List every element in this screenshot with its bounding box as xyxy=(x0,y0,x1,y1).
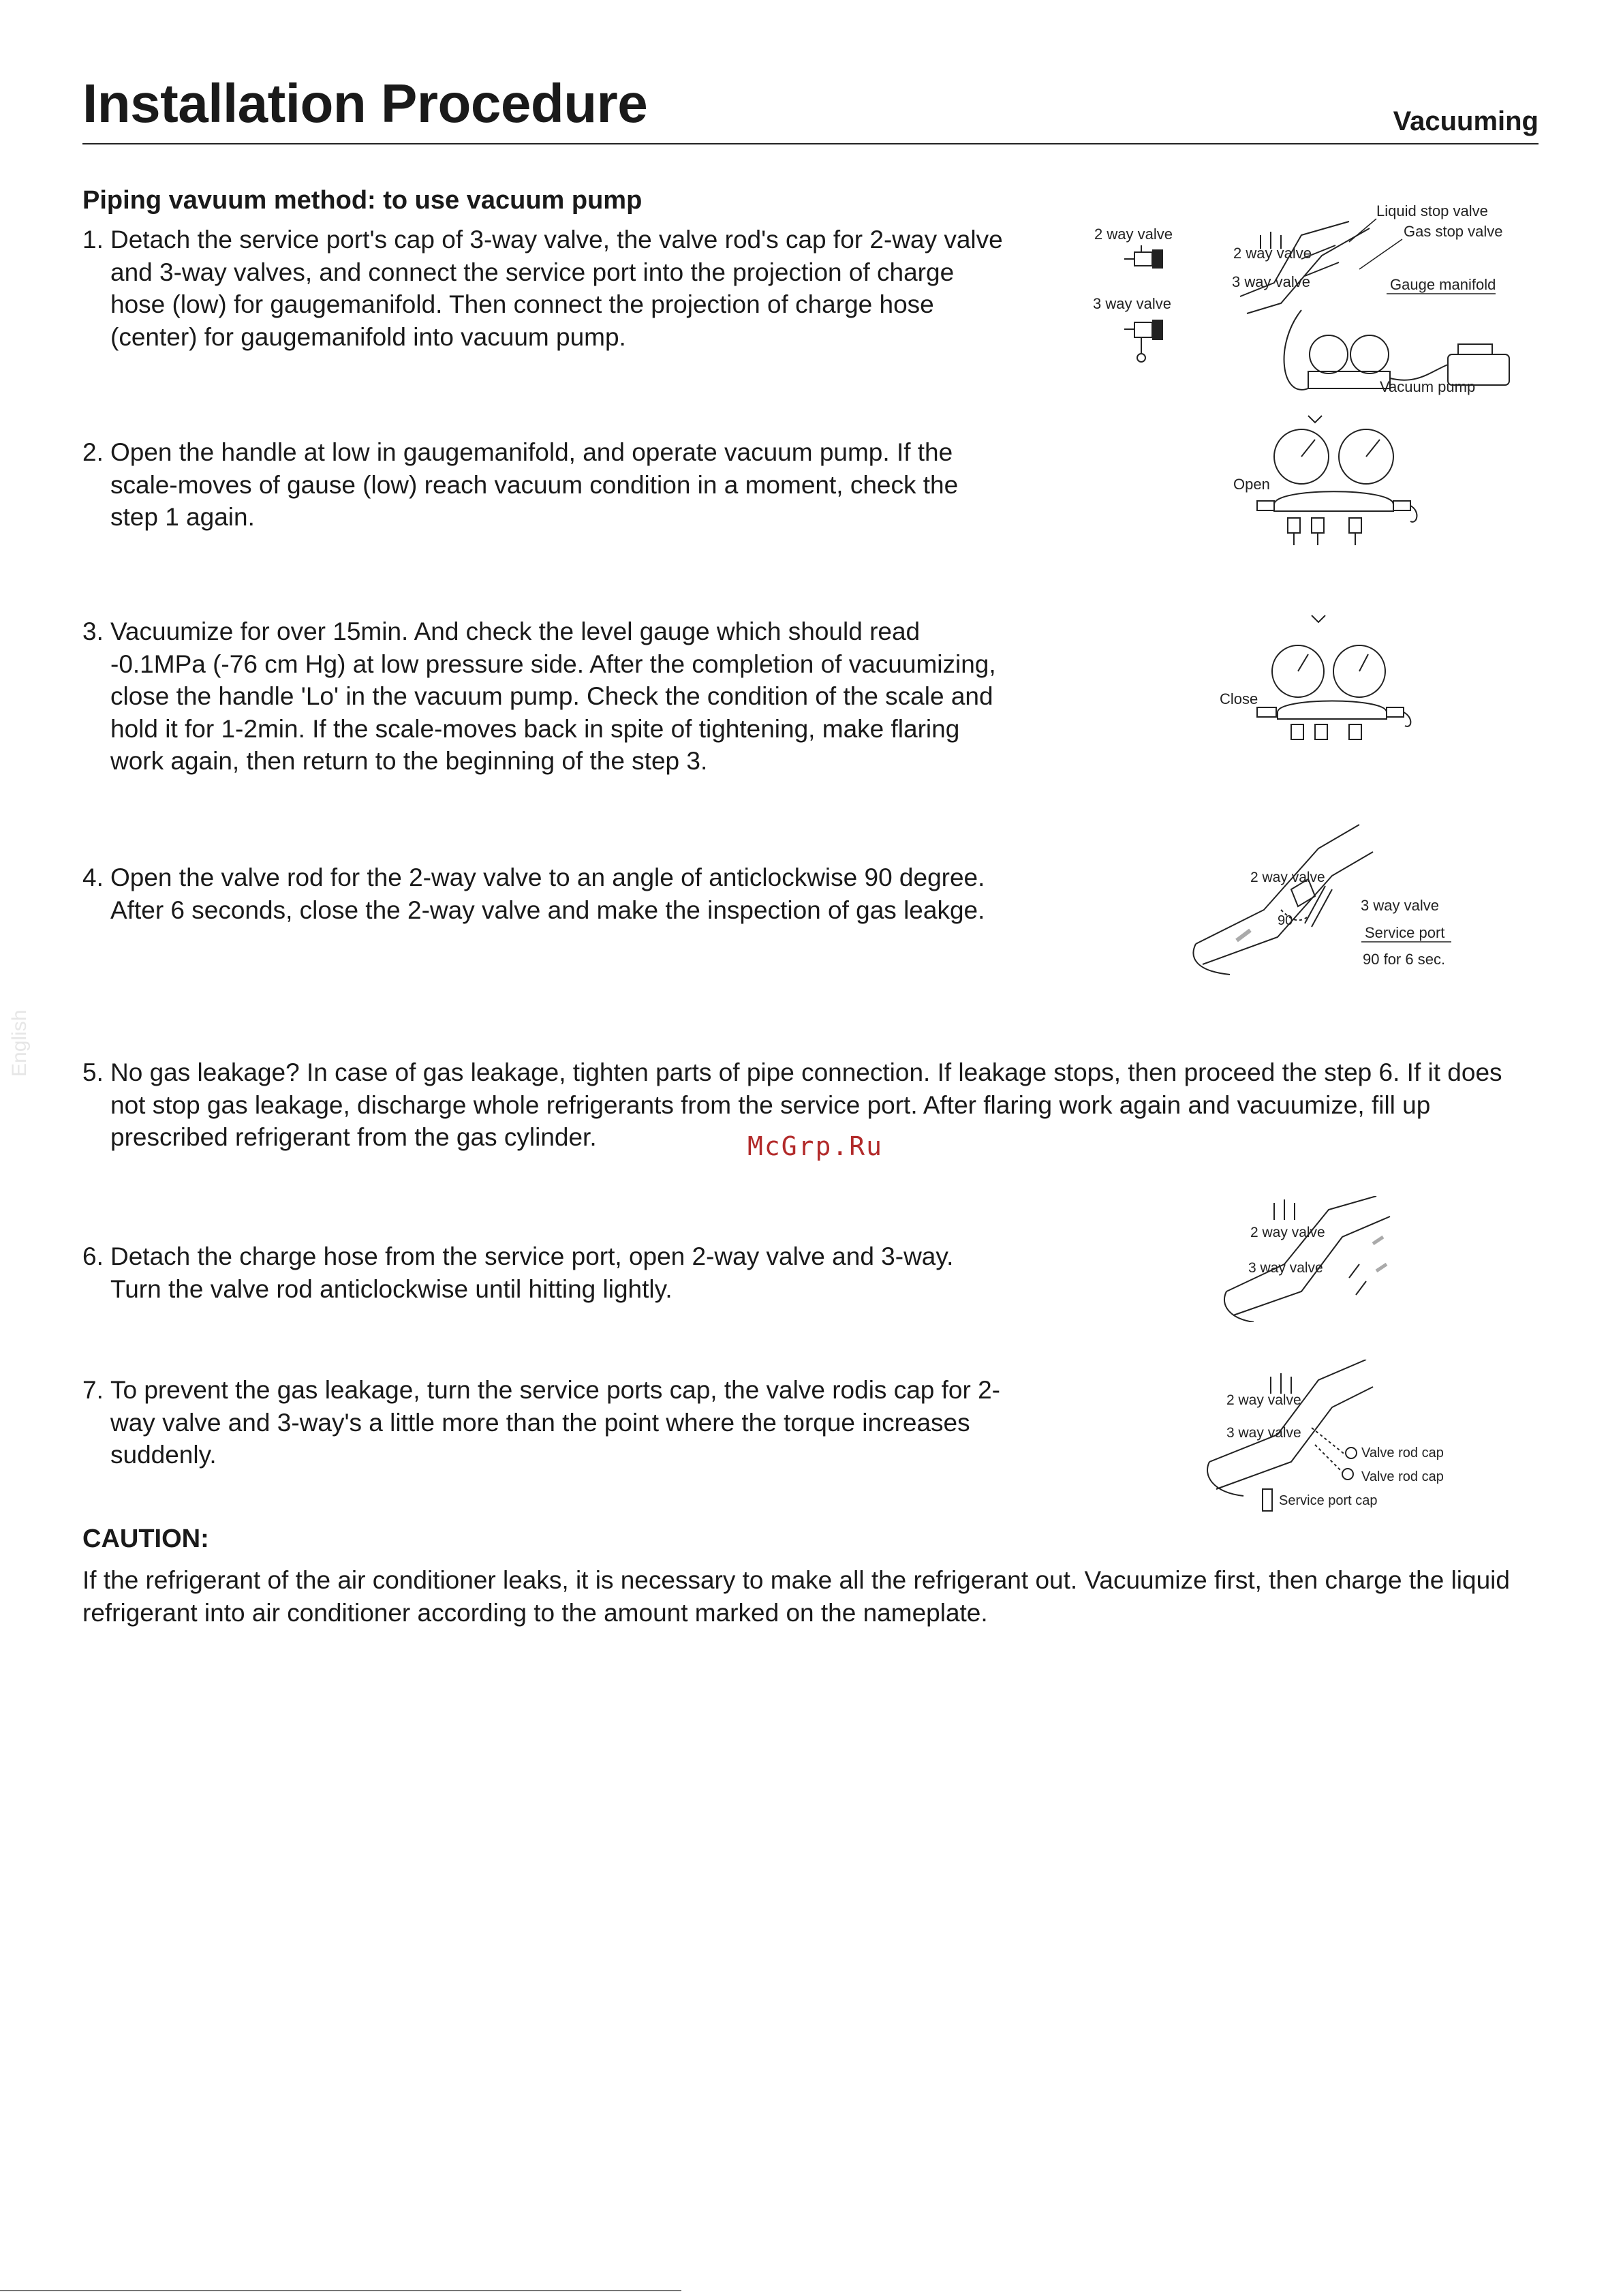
watermark: McGrp.Ru xyxy=(747,1131,884,1161)
step-number: 1. xyxy=(82,226,104,254)
label-2-way-valve-b: 2 way valve xyxy=(1233,245,1312,262)
label-valve-rod-cap-2: Valve rod cap xyxy=(1361,1469,1444,1484)
header-divider xyxy=(82,143,1539,144)
label-vacuum-pump: Vacuum pump xyxy=(1380,378,1476,395)
label-gas-stop-valve: Gas stop valve xyxy=(1404,223,1503,240)
valve-3-way-icon xyxy=(1124,320,1162,362)
step-text: Detach the charge hose from the service port, open 2-way valve and 3-way. Turn the valve rod anticlockwise until hitting lightly. xyxy=(110,1242,954,1303)
step-text: Vacuumize for over 15min. And check the level gauge which should read -0.1MPa (-76 cm Hg) at low pressure side. After the completion of vacuumizing, close the handle 'Lo' in the vacuum pump. Check the condition of the scale and hold it for 1-2min. If the scale-moves back in spite of tightening, make flaring work again, then return to the beginning of the step 3. xyxy=(110,617,996,775)
page-title: Installation Procedure xyxy=(82,73,648,134)
label-3-way-valve: 3 way valve xyxy=(1361,897,1439,914)
step-number: 6. xyxy=(82,1242,104,1270)
label-2-way-valve: 2 way valve xyxy=(1250,870,1325,885)
manifold-open-drawing xyxy=(1257,416,1417,545)
label-angle: 90 xyxy=(1278,913,1293,928)
figure-open-valves xyxy=(1220,1196,1417,1322)
step-text: Open the handle at low in gaugemanifold, and operate vacuum pump. If the scale-moves of gause (low) reach vacuum condition in a moment, check the step 1 again. xyxy=(110,438,959,531)
label-gauge-manifold: Gauge manifold xyxy=(1390,276,1496,293)
figure-valve-caps xyxy=(1203,1360,1465,1513)
step-1 xyxy=(82,224,1009,353)
step-6 xyxy=(82,1240,1009,1305)
valve-90-drawing xyxy=(1194,825,1373,975)
open-valves-drawing xyxy=(1224,1196,1390,1322)
figure-manifold-close xyxy=(1213,610,1417,753)
label-service-port: Service port xyxy=(1365,924,1445,941)
step-number: 4. xyxy=(82,863,104,891)
method-subtitle: Piping vavuum method: to use vacuum pump xyxy=(82,186,643,215)
label-2-way-valve: 2 way valve xyxy=(1250,1225,1325,1240)
label-open: Open xyxy=(1233,476,1270,493)
figure-valve-90-degrees xyxy=(1189,821,1462,981)
manifold-close-drawing xyxy=(1257,615,1410,739)
step-text: To prevent the gas leakage, turn the service ports cap, the valve rodis cap for 2-way valve and 3-way's a little more than the point where the torque increases suddenly. xyxy=(110,1376,1000,1469)
label-service-port-cap: Service port cap xyxy=(1279,1493,1378,1508)
step-text: Open the valve rod for the 2-way valve to an angle of anticlockwise 90 degree. After 6 seconds, close the 2-way valve and make the inspection of gas leakge. xyxy=(110,863,985,924)
step-number: 3. xyxy=(82,617,104,645)
label-close: Close xyxy=(1220,690,1258,707)
step-3 xyxy=(82,615,1009,778)
step-number: 7. xyxy=(82,1376,104,1404)
step-number: 2. xyxy=(82,438,104,466)
caution-title: CAUTION: xyxy=(82,1525,209,1553)
step-7 xyxy=(82,1374,1009,1471)
section-label: Vacuuming xyxy=(1393,106,1539,136)
label-3-way-valve: 3 way valve xyxy=(1093,295,1171,312)
valve-2-way-icon xyxy=(1124,245,1162,268)
caution-text: If the refrigerant of the air conditioner leaks, it is necessary to make all the refrigerant out. Vacuumize first, then charge the liquid refrigerant into air conditioner according to the amount marked on the nameplate. xyxy=(82,1566,1510,1627)
step-text: Detach the service port's cap of 3-way valve, the valve rod's cap for 2-way valve and 3-way valves, and connect the service port into the projection of charge hose (low) for gaugemanifold. Then connect the projection of charge hose (center) for gaugemanifold into vacuum pump. xyxy=(110,226,1003,351)
step-text: No gas leakage? In case of gas leakage, tighten parts of pipe connection. If leakage stops, then proceed the step 6. If it does not stop gas leakage, discharge whole refrigerants from the service port. After flaring work again and vacuumize, fill up prescribed refrigerant from the gas cylinder. xyxy=(110,1058,1502,1151)
label-3-way-valve-b: 3 way valve xyxy=(1232,273,1310,290)
step-number: 5. xyxy=(82,1058,104,1086)
label-2-way-valve: 2 way valve xyxy=(1094,226,1173,243)
footer-divider xyxy=(0,2290,681,2291)
step-4 xyxy=(82,861,1009,926)
label-liquid-stop-valve: Liquid stop valve xyxy=(1376,202,1488,219)
side-tab-label: English xyxy=(8,1009,31,1077)
label-valve-rod-cap-1: Valve rod cap xyxy=(1361,1445,1444,1460)
label-timing: 90 for 6 sec. xyxy=(1363,951,1446,968)
figure-vacuum-setup xyxy=(1077,194,1519,405)
step-2 xyxy=(82,436,1009,534)
label-3-way-valve: 3 way valve xyxy=(1226,1425,1301,1441)
figure-manifold-open xyxy=(1213,409,1431,555)
label-3-way-valve: 3 way valve xyxy=(1248,1260,1323,1276)
label-2-way-valve: 2 way valve xyxy=(1226,1392,1301,1408)
language-side-tab xyxy=(8,995,35,1077)
